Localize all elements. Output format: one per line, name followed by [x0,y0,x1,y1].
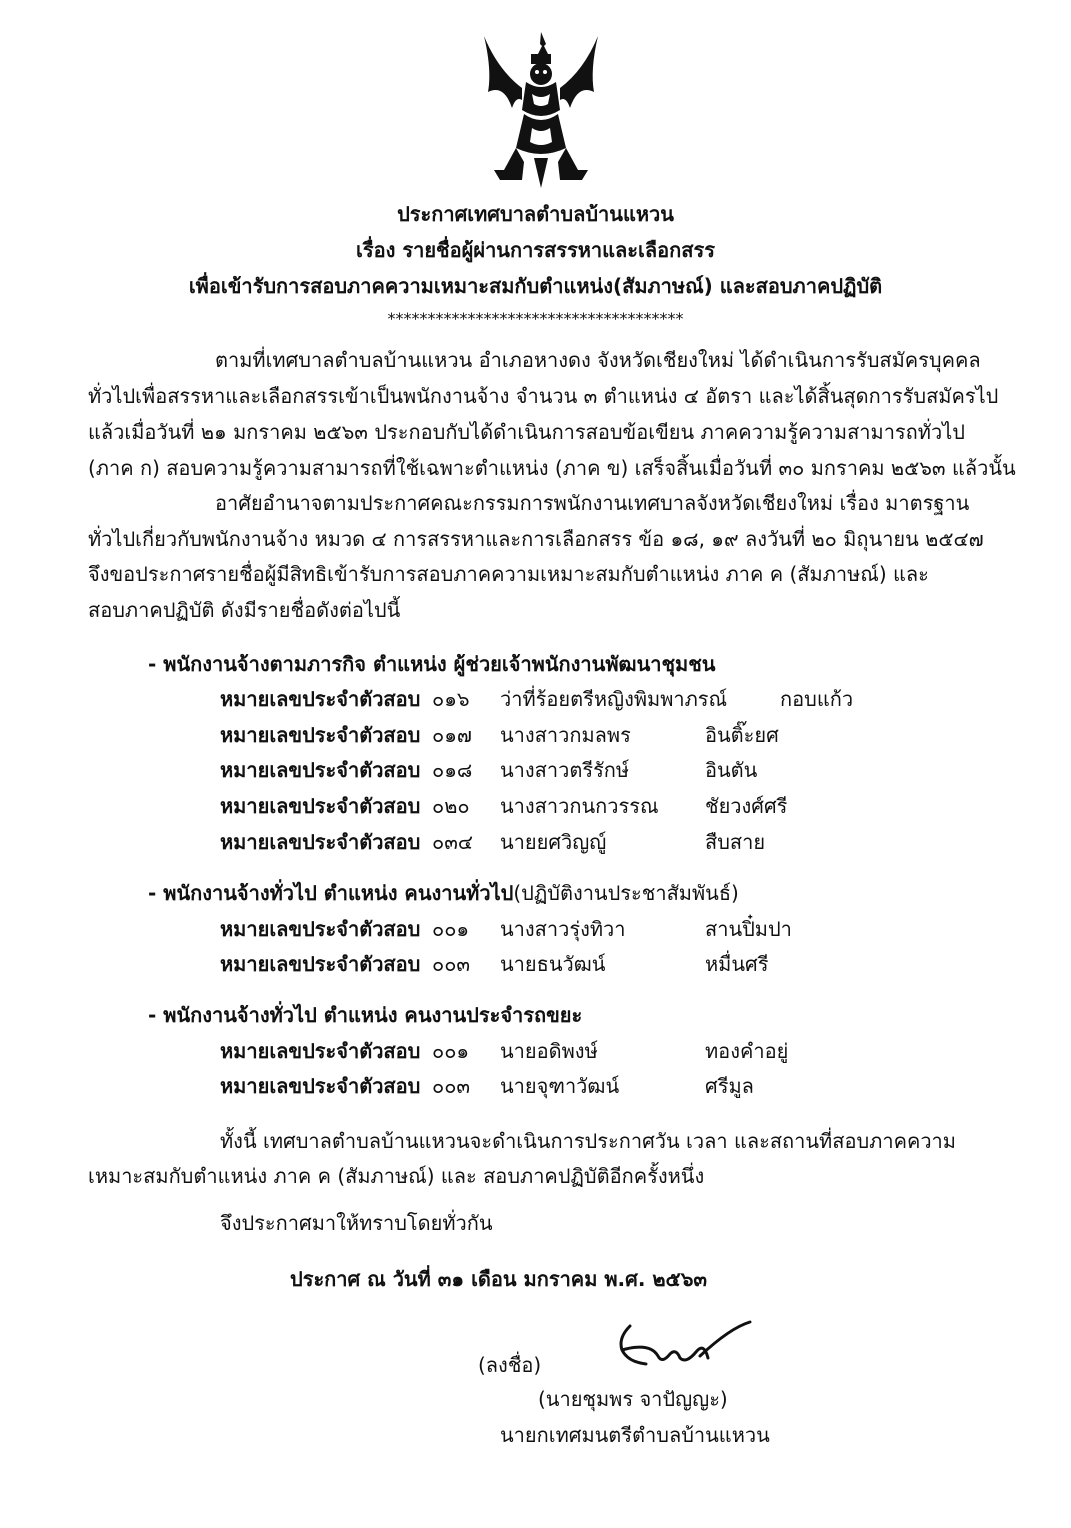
subject-line-2: เพื่อเข้ารับการสอบภาคความเหมาะสมกับตำแหน่ง(สัมภาษณ์) และสอบภาคปฏิบัติ [188,274,883,298]
group-heading: - พนักงานจ้างทั่วไป ตำแหน่ง คนงานประจำรถขยะ [148,1003,583,1027]
paragraph-1-line-3: แล้วเมื่อวันที่ ๒๑ มกราคม ๒๕๖๓ ประกอบกับได้ดำเนินการสอบข้อเขียน ภาคความรู้ความสามารถทั่วไป [88,420,965,444]
paragraph-2-line-3: จึงขอประกาศรายชื่อผู้มีสิทธิเข้ารับการสอบภาคความเหมาะสมกับตำแหน่ง ภาค ค (สัมภาษณ์) และ [88,562,929,586]
candidate-first-name: นายธนวัฒน์ [500,952,606,976]
exam-id-label: หมายเลขประจำตัวสอบ [220,830,421,854]
candidate-last-name: กอบแก้ว [780,687,854,711]
exam-number: ๐๓๔ [432,830,474,854]
exam-id-label: หมายเลขประจำตัวสอบ [220,952,421,976]
candidate-last-name: อินติ๊ะยศ [705,723,779,747]
candidate-last-name: ทองคำอยู่ [705,1039,789,1063]
handwritten-signature-icon [600,1318,760,1388]
paragraph-2-line-4: สอบภาคปฏิบัติ ดังมีรายชื่อดังต่อไปนี้ [88,598,401,622]
candidate-first-name: ว่าที่ร้อยตรีหญิงพิมพาภรณ์ [500,687,728,711]
announcement-date: ประกาศ ณ วันที่ ๓๑ เดือน มกราคม พ.ศ. ๒๕๖๓ [290,1267,708,1291]
exam-id-label: หมายเลขประจำตัวสอบ [220,1074,421,1098]
exam-id-label: หมายเลขประจำตัวสอบ [220,1039,421,1063]
group-heading: - พนักงานจ้างตามภารกิจ ตำแหน่ง ผู้ช่วยเจ้าพนักงานพัฒนาชุมชน [148,652,716,676]
exam-id-label: หมายเลขประจำตัวสอบ [220,687,421,711]
candidate-first-name: นางสาวกนกวรรณ [500,794,659,818]
paragraph-2-line-1: อาศัยอำนาจตามประกาศคณะกรรมการพนักงานเทศบาลจังหวัดเชียงใหม่ เรื่อง มาตรฐาน [215,491,970,515]
group-heading-main: - พนักงานจ้างทั่วไป ตำแหน่ง คนงานทั่วไป [148,881,514,905]
candidate-last-name: ชัยวงศ์ศรี [705,794,788,818]
candidate-first-name: นางสาวรุ่งทิวา [500,917,626,941]
exam-number: ๐๑๖ [432,687,470,711]
signature-label: (ลงชื่อ) [478,1353,542,1377]
exam-id-label: หมายเลขประจำตัวสอบ [220,723,421,747]
candidate-first-name: นางสาวตรีรักษ์ [500,758,630,782]
announcement-title: ประกาศเทศบาลตำบลบ้านแหวน [397,202,674,226]
exam-id-label: หมายเลขประจำตัวสอบ [220,758,421,782]
garuda-emblem-icon [476,30,606,190]
candidate-first-name: นายยศวิญญู์ [500,830,607,854]
exam-number: ๐๑๗ [432,723,472,747]
paragraph-2-line-2: ทั่วไปเกี่ยวกับพนักงานจ้าง หมวด ๔ การสรรหาและการเลือกสรร ข้อ ๑๘, ๑๙ ลงวันที่ ๒๐ มิถุนายน ๒๕๔๗ [88,527,984,551]
candidate-first-name: นายจุฑาวัฒน์ [500,1074,620,1098]
exam-number: ๐๐๑ [432,917,470,941]
candidate-last-name: ศรีมูล [705,1074,754,1098]
candidate-last-name: สืบสาย [705,830,766,854]
exam-number: ๐๑๘ [432,758,473,782]
group-heading [148,880,739,906]
candidate-last-name: สานปิ๋มปา [705,917,792,941]
paragraph-1-line-1: ตามที่เทศบาลตำบลบ้านแหวน อำเภอหางดง จังหวัดเชียงใหม่ ได้ดำเนินการรับสมัครบุคคล [215,348,981,372]
exam-number: ๐๐๑ [432,1039,470,1063]
exam-number: ๐๐๓ [432,952,471,976]
paragraph-1-line-2: ทั่วไปเพื่อสรรหาและเลือกสรรเข้าเป็นพนักงานจ้าง จำนวน ๓ ตำแหน่ง ๔ อัตรา และได้สิ้นสุดการรับสมัครไป [88,384,999,408]
subject-line: เรื่อง รายชื่อผู้ผ่านการสรรหาและเลือกสรร [356,238,715,262]
candidate-first-name: นายอดิพงษ์ [500,1039,598,1063]
closing-line-2: เหมาะสมกับตำแหน่ง ภาค ค (สัมภาษณ์) และ สอบภาคปฏิบัติอีกครั้งหนึ่ง [88,1164,705,1188]
announce-line: จึงประกาศมาให้ทราบโดยทั่วกัน [220,1211,493,1235]
star-divider: ************************************* [387,309,684,328]
candidate-last-name: หมื่นศรี [705,952,769,976]
candidate-last-name: อินตัน [705,758,758,782]
candidate-first-name: นางสาวกมลพร [500,723,631,747]
exam-number: ๐๒๐ [432,794,470,818]
signer-title: นายกเทศมนตรีตำบลบ้านแหวน [500,1423,770,1447]
signer-name: (นายชุมพร จาปัญญะ) [538,1387,728,1411]
exam-id-label: หมายเลขประจำตัวสอบ [220,794,421,818]
exam-id-label: หมายเลขประจำตัวสอบ [220,917,421,941]
paragraph-1-line-4: (ภาค ก) สอบความรู้ความสามารถที่ใช้เฉพาะตำแหน่ง (ภาค ข) เสร็จสิ้นเมื่อวันที่ ๓๐ มกราคม ๒๕๖๓ แล้วนั้น [88,456,1016,480]
group-heading-suffix: (ปฏิบัติงานประชาสัมพันธ์) [513,881,739,905]
closing-line-1: ทั้งนี้ เทศบาลตำบลบ้านแหวนจะดำเนินการประกาศวัน เวลา และสถานที่สอบภาคความ [220,1129,956,1153]
exam-number: ๐๐๓ [432,1074,471,1098]
